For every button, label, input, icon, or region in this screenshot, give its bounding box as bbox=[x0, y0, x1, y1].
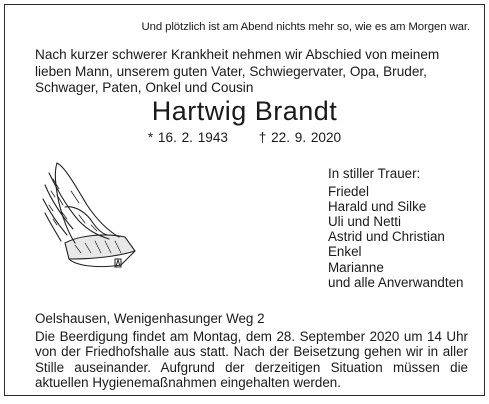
mourners-heading: In stiller Trauer: bbox=[328, 166, 421, 181]
mourner-name: Uli und Netti bbox=[328, 214, 401, 230]
death-date: † 22. 9. 2020 bbox=[258, 130, 342, 145]
motto-text: Und plötzlich ist am Abend nichts mehr so, wie es am Morgen war. bbox=[141, 21, 470, 33]
birth-date: * 16. 2. 1943 bbox=[147, 130, 228, 145]
obituary-notice bbox=[4, 4, 485, 396]
praying-hands-icon bbox=[35, 155, 145, 275]
address-line: Oelshausen, Wenigenhasunger Weg 2 bbox=[35, 311, 265, 326]
mourner-name: Friedel bbox=[328, 184, 369, 200]
funeral-info bbox=[35, 311, 468, 391]
mourner-name: Astrid und Christian bbox=[328, 229, 445, 245]
mourners-list bbox=[328, 166, 464, 290]
mourner-name: Marianne bbox=[328, 259, 384, 275]
intro-text: Nach kurzer schwerer Krankheit nehmen wir Abschied von meinem lieben Mann, unserem guten Vater, Schwiegervater, Opa, Bruder, Schwager, Paten, Onkel und Cousin bbox=[35, 47, 440, 95]
mourner-name: und alle Anverwandten bbox=[328, 274, 464, 290]
mourner-name: Harald und Silke bbox=[328, 199, 427, 215]
life-dates bbox=[5, 130, 484, 145]
deceased-name: Hartwig Brandt bbox=[151, 96, 338, 126]
mourner-name: Enkel bbox=[328, 244, 362, 260]
funeral-text: Die Beerdigung findet am Montag, dem 28. September 2020 um 14 Uhr von der Friedhofshalle aus statt. Nach der Beisetzung gehen wir in aller Stille auseinander. Aufgrund der derzeitigen Situation müssen die aktuellen Hygienemaßnahmen eingehalten werden. bbox=[35, 328, 468, 391]
